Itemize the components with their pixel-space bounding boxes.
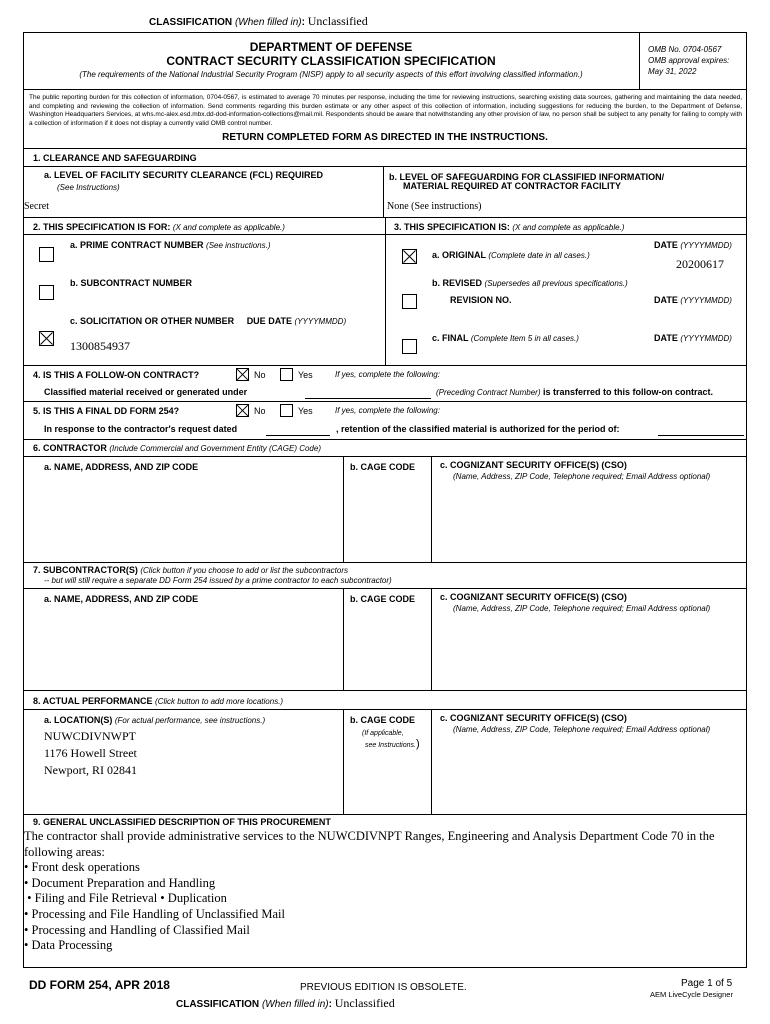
s8b-label: b. CAGE CODE: [350, 715, 416, 725]
dept-title: DEPARTMENT OF DEFENSE: [249, 40, 413, 54]
followon-transfer: (Preceding Contract Number) is transferred to this follow-on contract.: [436, 387, 714, 397]
final-dd254-yes-label: Yes: [298, 406, 313, 416]
procurement-description-field[interactable]: The contractor shall provide administrative services to the NUWCDIVNPT Ranges, Engineering and Analysis Department Code 70 in the following areas: • Front desk operations • Document Preparation and Handling • Filing and File Retrieval • Duplication • Processing and File Handling of Unclassified Mail • Processing and Handling of Classified Mail • Data Processing: [24, 829, 744, 954]
revised-checkbox[interactable]: [402, 294, 417, 309]
s3-date-label-a: DATE (YYYYMMDD): [654, 240, 732, 250]
section3-title: 3. THIS SPECIFICATION IS: (X and complete as applicable.): [394, 222, 625, 232]
original-date-field[interactable]: 20200617: [676, 257, 724, 271]
page-number: Page 1 of 5: [681, 978, 733, 989]
s6c-note: (Name, Address, ZIP Code, Telephone required; Email Address optional): [453, 472, 711, 481]
section4-title: 4. IS THIS A FOLLOW-ON CONTRACT?: [33, 370, 200, 380]
s3c-label: c. FINAL (Complete Item 5 in all cases.): [432, 333, 579, 343]
section7-note2: -- but will still require a separate DD Form 254 issued by a prime contractor to each subcontractor): [44, 576, 392, 585]
followon-yes-checkbox[interactable]: [280, 368, 293, 381]
fcl-level-field[interactable]: Secret: [24, 201, 49, 212]
revision-no-label: REVISION NO.: [450, 295, 512, 305]
section9-title: 9. GENERAL UNCLASSIFIED DESCRIPTION OF THIS PROCUREMENT: [33, 817, 331, 827]
description-item: • Processing and File Handling of Unclassified Mail: [24, 906, 285, 921]
s3b-label: b. REVISED (Supersedes all previous specifications.): [432, 278, 628, 288]
s3-date-label-c: DATE (YYYYMMDD): [654, 333, 732, 343]
section5-title: 5. IS THIS A FINAL DD FORM 254?: [33, 406, 180, 416]
section8-title: 8. ACTUAL PERFORMANCE (Click button to add more locations.): [33, 696, 284, 706]
omb-info: OMB No. 0704-0567 OMB approval expires: May 31, 2022: [648, 45, 730, 76]
s7a-label: a. NAME, ADDRESS, AND ZIP CODE: [44, 594, 199, 604]
followon-no-label: No: [254, 370, 266, 380]
classification-top: CLASSIFICATION (When filled in): Unclassified: [149, 14, 368, 28]
section1-title: 1. CLEARANCE AND SAFEGUARDING: [33, 153, 197, 163]
s6a-label: a. NAME, ADDRESS, AND ZIP CODE: [44, 462, 199, 472]
description-item: • Document Preparation and Handling: [24, 875, 216, 890]
section6-title: 6. CONTRACTOR (Include Commercial and Government Entity (CAGE) Code): [33, 443, 321, 453]
followon-line: Classified material received or generated under: [44, 387, 248, 397]
retention-period-field[interactable]: [658, 435, 744, 436]
s7c-label: c. COGNIZANT SECURITY OFFICE(S) (CSO): [440, 592, 627, 602]
s8c-label: c. COGNIZANT SECURITY OFFICE(S) (CSO): [440, 713, 627, 723]
followon-if-yes: If yes, complete the following:: [335, 370, 440, 379]
form-title: CONTRACT SECURITY CLASSIFICATION SPECIFICATION: [166, 54, 496, 68]
request-dated-line: In response to the contractor's request dated: [44, 424, 238, 434]
retention-line: , retention of the classified material is authorized for the period of:: [336, 424, 620, 434]
description-item: • Processing and Handling of Classified Mail: [24, 922, 250, 937]
s8c-note: (Name, Address, ZIP Code, Telephone required; Email Address optional): [453, 725, 711, 734]
safeguarding-level-field[interactable]: None (See instructions): [387, 201, 482, 212]
s2c-label: c. SOLICITATION OR OTHER NUMBER DUE DATE (YYYYMMDD): [70, 316, 347, 326]
s7c-note: (Name, Address, ZIP Code, Telephone required; Email Address optional): [453, 604, 711, 613]
s1b-label2: MATERIAL REQUIRED AT CONTRACTOR FACILITY: [403, 181, 621, 191]
s6b-label: b. CAGE CODE: [350, 462, 416, 472]
s3-date-label-b: DATE (YYYYMMDD): [654, 295, 732, 305]
location-field[interactable]: NUWCDIVNWPT 1176 Howell Street Newport, RI 02841: [44, 729, 137, 777]
final-dd254-no-label: No: [254, 406, 266, 416]
subcontract-checkbox[interactable]: [39, 285, 54, 300]
s1a-note: (See Instructions): [57, 183, 120, 192]
description-item: • Filing and File Retrieval • Duplication: [24, 891, 227, 906]
final-dd254-if-yes: If yes, complete the following:: [335, 406, 440, 415]
obsolete-notice: PREVIOUS EDITION IS OBSOLETE.: [300, 982, 467, 993]
classification-value: Unclassified: [307, 14, 368, 28]
form-id: DD FORM 254, APR 2018: [29, 978, 170, 992]
request-date-field[interactable]: [266, 435, 330, 436]
prime-contract-checkbox[interactable]: [39, 247, 54, 262]
form-subtitle: (The requirements of the National Industrial Security Program (NISP) apply to all security aspects of this effort involving classified information.): [79, 70, 583, 79]
final-dd254-no-checkbox[interactable]: [236, 404, 249, 417]
description-item: • Front desk operations: [24, 860, 140, 875]
followon-yes-label: Yes: [298, 370, 313, 380]
followon-no-checkbox[interactable]: [236, 368, 249, 381]
s1a-label: a. LEVEL OF FACILITY SECURITY CLEARANCE (FCL) REQUIRED: [44, 170, 324, 180]
return-instructions: RETURN COMPLETED FORM AS DIRECTED IN THE INSTRUCTIONS.: [222, 132, 548, 143]
final-dd254-yes-checkbox[interactable]: [280, 404, 293, 417]
classification-bottom: CLASSIFICATION (When filled in): Unclassified: [176, 996, 395, 1010]
solicitation-checkbox[interactable]: [39, 331, 54, 346]
burden-statement: The public reporting burden for this collection of information, 0704-0567, is estimated to average 70 minutes per response, including the time for reviewing instructions, searching existing data sources, gathering and maintaining the data needed, and completing and reviewing the collection of information. Send comments regarding this burden estimate or any other aspect of this collection of information, including suggestions for reducing the burden, to the Department of Defense, Washington Headquarters Services, at whs.mc-alex.esd.mbx.dd-dod-information-collections@mail.mil. Respondents should be aware that notwithstanding any other provision of law, no person shall be subject to any penalty for failing to comply with a collection of information if it does not display a currently valid OMB control number.: [29, 94, 742, 127]
s2b-label: b. SUBCONTRACT NUMBER: [70, 278, 192, 288]
s8a-label: a. LOCATION(S) (For actual performance, see instructions.): [44, 715, 266, 725]
section2-title: 2. THIS SPECIFICATION IS FOR: (X and complete as applicable.): [33, 222, 285, 232]
s2a-label: a. PRIME CONTRACT NUMBER (See instructions.): [70, 240, 271, 250]
description-item: • Data Processing: [24, 938, 113, 953]
s8b-note: (If applicable, see Instructions.): [362, 730, 420, 750]
s6c-label: c. COGNIZANT SECURITY OFFICE(S) (CSO): [440, 460, 627, 470]
s3a-label: a. ORIGINAL (Complete date in all cases.): [432, 250, 590, 260]
section7-title: 7. SUBCONTRACTOR(S) (Click button if you choose to add or list the subcontractors: [33, 565, 349, 575]
solicitation-number-field[interactable]: 1300854937: [70, 339, 130, 353]
s7b-label: b. CAGE CODE: [350, 594, 416, 604]
original-checkbox[interactable]: [402, 249, 417, 264]
preceding-contract-field[interactable]: [305, 398, 431, 399]
designer-credit: AEM LiveCycle Designer: [650, 990, 733, 999]
final-checkbox[interactable]: [402, 339, 417, 354]
s1b-label1: b. LEVEL OF SAFEGUARDING FOR CLASSIFIED INFORMATION/: [389, 172, 665, 182]
